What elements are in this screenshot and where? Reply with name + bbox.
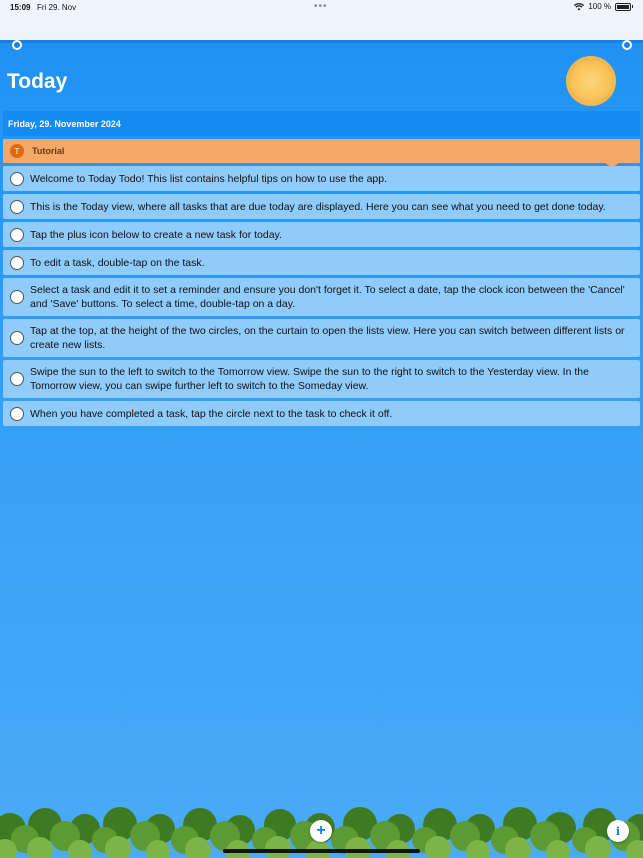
task-text: Tap the plus icon below to create a new task for today. [30, 228, 282, 241]
task-checkbox[interactable] [10, 200, 24, 214]
task-checkbox[interactable] [10, 172, 24, 186]
task-checkbox[interactable] [10, 407, 24, 421]
list-name: Tutorial [32, 146, 65, 156]
info-button[interactable]: i [607, 820, 629, 842]
task-item[interactable] [3, 194, 640, 219]
battery-icon [615, 3, 631, 11]
battery-percent: 100 % [588, 2, 611, 11]
task-text: This is the Today view, where all tasks that are due today are displayed. Here you can see what you need to get done today. [30, 200, 606, 213]
task-text: Select a task and edit it to set a reminder and ensure you don't forget it. To select a date, tap the clock icon between the 'Cancel' and 'Save' buttons. To select a time, double-tap on a day. [30, 284, 625, 310]
page-title: Today [7, 70, 68, 93]
curtain-edge[interactable] [0, 40, 643, 43]
task-text: Swipe the sun to the left to switch to the Tomorrow view. Swipe the sun to the right to switch to the Yesterday view. In the Tomorrow view, you can swipe further left to switch to the Someday view. [30, 366, 589, 392]
wifi-icon [574, 3, 584, 11]
task-item[interactable] [3, 250, 640, 275]
task-item[interactable] [3, 319, 640, 357]
task-item[interactable] [3, 222, 640, 247]
task-item[interactable] [3, 166, 640, 191]
status-time: 15:09 [10, 3, 31, 12]
task-text: Welcome to Today Todo! This list contains helpful tips on how to use the app. [30, 172, 388, 185]
home-indicator[interactable] [223, 849, 420, 853]
sun-icon[interactable] [569, 59, 613, 103]
add-task-button[interactable]: + [310, 820, 332, 842]
task-text: When you have completed a task, tap the circle next to the task to check it off. [30, 407, 393, 420]
task-checkbox[interactable] [10, 228, 24, 242]
status-bar [0, 0, 643, 40]
curtain-ring-right-icon[interactable] [622, 40, 632, 50]
task-checkbox[interactable] [10, 256, 24, 270]
curtain-ring-left-icon[interactable] [12, 40, 22, 50]
multitasking-dots-icon[interactable]: ••• [314, 1, 328, 12]
status-date: Fri 29. Nov [37, 3, 77, 12]
task-item[interactable] [3, 360, 640, 398]
date-bar: Friday, 29. November 2024 [3, 111, 640, 136]
task-item[interactable] [3, 278, 640, 316]
task-checkbox[interactable] [10, 372, 24, 386]
list-badge: T [10, 144, 24, 158]
task-text: Tap at the top, at the height of the two circles, on the curtain to open the lists view. Here you can switch between different lists or create new lists. [30, 325, 625, 351]
task-list [3, 166, 640, 429]
list-header[interactable] [3, 139, 640, 163]
task-item[interactable] [3, 401, 640, 426]
task-checkbox[interactable] [10, 331, 24, 345]
task-checkbox[interactable] [10, 290, 24, 304]
status-right [574, 2, 633, 11]
task-text: To edit a task, double-tap on the task. [30, 256, 205, 269]
